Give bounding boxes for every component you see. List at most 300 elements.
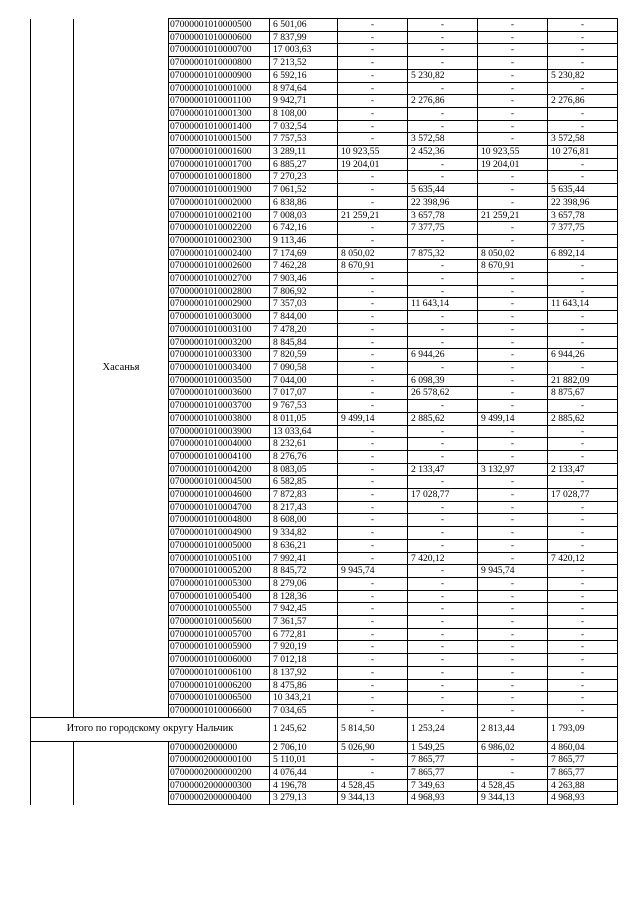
blank-cell (31, 234, 74, 247)
value-cell: 7 377,75 (548, 222, 618, 235)
value-cell: - (408, 57, 478, 70)
blank-cell (31, 209, 74, 222)
value-cell: - (478, 171, 548, 184)
value-cell: - (338, 514, 408, 527)
blank-cell (31, 692, 74, 705)
value-cell: - (548, 654, 618, 667)
value-cell: - (338, 679, 408, 692)
value-cell: 13 033,64 (270, 425, 338, 438)
value-cell: - (338, 425, 408, 438)
value-cell: 3 132,97 (478, 463, 548, 476)
value-cell: 4 263,88 (548, 779, 618, 792)
value-cell: - (338, 387, 408, 400)
value-cell: - (338, 298, 408, 311)
value-cell: - (408, 603, 478, 616)
value-cell: - (478, 692, 548, 705)
blank-cell (31, 527, 74, 540)
value-cell: 6 772,81 (270, 628, 338, 641)
cadastral-code-cell: 07000001010002200 (169, 222, 270, 235)
cadastral-code-cell: 07000001010004900 (169, 527, 270, 540)
value-cell: - (338, 374, 408, 387)
value-cell: - (338, 133, 408, 146)
value-cell: - (548, 361, 618, 374)
value-cell: 21 259,21 (478, 209, 548, 222)
cadastral-code-cell: 07000001010004700 (169, 501, 270, 514)
value-cell: 7 377,75 (408, 222, 478, 235)
value-cell: 2 133,47 (408, 463, 478, 476)
blank-cell (31, 323, 74, 336)
value-cell: 8 050,02 (478, 247, 548, 260)
value-cell: 26 578,62 (408, 387, 478, 400)
value-cell: - (548, 120, 618, 133)
value-cell: - (408, 82, 478, 95)
value-cell: - (478, 285, 548, 298)
value-cell: 7 992,41 (270, 552, 338, 565)
cadastral-code-cell: 07000002000000300 (169, 779, 270, 792)
value-cell: - (338, 704, 408, 717)
blank-cell (31, 476, 74, 489)
value-cell: 7 090,58 (270, 361, 338, 374)
value-cell: - (338, 361, 408, 374)
value-cell: - (478, 120, 548, 133)
blank-cell (31, 463, 74, 476)
value-cell: - (478, 577, 548, 590)
value-cell: - (548, 501, 618, 514)
value-cell: - (408, 260, 478, 273)
value-cell: 19 204,01 (478, 158, 548, 171)
value-cell: - (478, 133, 548, 146)
blank-cell (31, 44, 74, 57)
value-cell: 8 608,00 (270, 514, 338, 527)
blank-cell (31, 133, 74, 146)
value-cell: - (548, 234, 618, 247)
table-row (31, 19, 618, 32)
value-cell: - (548, 171, 618, 184)
value-cell: 9 942,71 (270, 95, 338, 108)
cadastral-code-cell: 07000001010005500 (169, 603, 270, 616)
value-cell: 2 133,47 (548, 463, 618, 476)
value-cell: 22 398,96 (548, 196, 618, 209)
value-cell: - (338, 438, 408, 451)
value-cell: 17 028,77 (548, 489, 618, 502)
value-cell: 8 475,86 (270, 679, 338, 692)
value-cell: 4 968,93 (408, 792, 478, 805)
value-cell: - (548, 260, 618, 273)
value-cell: - (408, 527, 478, 540)
value-cell: - (478, 616, 548, 629)
value-cell: 5 110,01 (270, 754, 338, 767)
table-section-second (31, 741, 618, 805)
value-cell: - (338, 171, 408, 184)
value-cell: - (548, 400, 618, 413)
value-cell: - (338, 107, 408, 120)
value-cell: - (478, 311, 548, 324)
value-cell: - (408, 641, 478, 654)
value-cell: - (408, 285, 478, 298)
value-cell: 7 034,65 (270, 704, 338, 717)
blank-cell (31, 628, 74, 641)
value-cell: - (478, 95, 548, 108)
value-cell: - (548, 450, 618, 463)
value-cell: - (408, 361, 478, 374)
value-cell: 8 845,72 (270, 565, 338, 578)
cadastral-code-cell: 07000001010000600 (169, 31, 270, 44)
value-cell: - (338, 82, 408, 95)
value-cell: - (338, 641, 408, 654)
value-cell: - (478, 425, 548, 438)
blank-cell (31, 741, 74, 754)
value-cell: 10 923,55 (338, 146, 408, 159)
value-cell: - (548, 603, 618, 616)
value-cell: 10 343,21 (270, 692, 338, 705)
value-cell: - (548, 57, 618, 70)
value-cell: 4 196,78 (270, 779, 338, 792)
total-cell: 1 793,09 (548, 717, 618, 741)
value-cell: 7 872,83 (270, 489, 338, 502)
value-cell: 2 276,86 (548, 95, 618, 108)
cadastral-code-cell: 07000002000000 (169, 741, 270, 754)
blank-cell (31, 400, 74, 413)
value-cell: 21 882,09 (548, 374, 618, 387)
value-cell: 11 643,14 (408, 298, 478, 311)
value-cell: - (408, 44, 478, 57)
cadastral-code-cell: 07000001010000800 (169, 57, 270, 70)
value-cell: 9 945,74 (478, 565, 548, 578)
value-cell: - (408, 400, 478, 413)
value-cell: 7 017,07 (270, 387, 338, 400)
value-cell: 7 875,32 (408, 247, 478, 260)
value-cell: 8 011,05 (270, 412, 338, 425)
cadastral-code-cell: 07000001010002300 (169, 234, 270, 247)
value-cell: - (338, 285, 408, 298)
value-cell: - (408, 577, 478, 590)
value-cell: - (478, 361, 548, 374)
cadastral-code-cell: 07000001010003900 (169, 425, 270, 438)
total-cell: 5 814,50 (338, 717, 408, 741)
value-cell: - (338, 311, 408, 324)
value-cell: 9 767,53 (270, 400, 338, 413)
value-cell: 8 232,61 (270, 438, 338, 451)
blank-cell (31, 57, 74, 70)
value-cell: 7 420,12 (408, 552, 478, 565)
value-cell: 7 865,77 (548, 767, 618, 780)
value-cell: - (408, 565, 478, 578)
value-cell: - (478, 44, 548, 57)
value-cell: - (338, 476, 408, 489)
value-cell: - (338, 234, 408, 247)
table-section-total (31, 717, 618, 741)
value-cell: 8 636,21 (270, 539, 338, 552)
value-cell: 9 499,14 (338, 412, 408, 425)
value-cell: 2 706,10 (270, 741, 338, 754)
value-cell: - (548, 323, 618, 336)
value-cell: 11 643,14 (548, 298, 618, 311)
value-cell: - (338, 489, 408, 502)
blank-cell (31, 539, 74, 552)
total-cell: 1 245,62 (270, 717, 338, 741)
cadastral-code-cell: 07000001010005700 (169, 628, 270, 641)
value-cell: - (338, 31, 408, 44)
blank-cell (31, 374, 74, 387)
cadastral-code-cell: 07000001010005200 (169, 565, 270, 578)
value-cell: 7 757,53 (270, 133, 338, 146)
value-cell: - (548, 565, 618, 578)
value-cell: - (408, 158, 478, 171)
value-cell: - (408, 539, 478, 552)
cadastral-code-cell: 07000001010004500 (169, 476, 270, 489)
blank-cell (31, 565, 74, 578)
value-cell: - (338, 616, 408, 629)
value-cell: 6 986,02 (478, 741, 548, 754)
cadastral-code-cell: 07000001010005400 (169, 590, 270, 603)
value-cell: - (338, 463, 408, 476)
value-cell: - (338, 69, 408, 82)
value-cell: 6 944,26 (548, 349, 618, 362)
cadastral-code-cell: 07000001010003700 (169, 400, 270, 413)
value-cell: - (548, 616, 618, 629)
value-cell: - (338, 57, 408, 70)
value-cell: - (478, 400, 548, 413)
value-cell: 7 213,52 (270, 57, 338, 70)
cadastral-code-cell: 07000001010002100 (169, 209, 270, 222)
value-cell: - (548, 82, 618, 95)
value-cell: 7 270,23 (270, 171, 338, 184)
value-cell: 8 875,67 (548, 387, 618, 400)
cadastral-code-cell: 07000001010001100 (169, 95, 270, 108)
value-cell: 7 349,63 (408, 779, 478, 792)
value-cell: 22 398,96 (408, 196, 478, 209)
value-cell: 8 137,92 (270, 666, 338, 679)
value-cell: 10 276,81 (548, 146, 618, 159)
blank-cell (31, 666, 74, 679)
blank-cell (31, 82, 74, 95)
value-cell: 1 549,25 (408, 741, 478, 754)
place-name-cell: Хасанья (74, 19, 169, 718)
blank-cell (31, 387, 74, 400)
value-cell: - (338, 654, 408, 667)
cadastral-code-cell: 07000001010006200 (169, 679, 270, 692)
value-cell: - (408, 692, 478, 705)
value-cell: - (338, 44, 408, 57)
value-cell: 17 003,63 (270, 44, 338, 57)
value-cell: - (338, 754, 408, 767)
value-cell: 7 903,46 (270, 273, 338, 286)
value-cell: 7 844,00 (270, 311, 338, 324)
value-cell: - (408, 107, 478, 120)
cadastral-code-cell: 07000002000000400 (169, 792, 270, 805)
value-cell: - (478, 323, 548, 336)
cadastral-code-cell: 07000001010005000 (169, 539, 270, 552)
value-cell: - (478, 539, 548, 552)
cadastral-code-cell: 07000001010000500 (169, 19, 270, 32)
value-cell: 5 635,44 (408, 184, 478, 197)
blank-cell (31, 450, 74, 463)
cadastral-code-cell: 07000002000000100 (169, 754, 270, 767)
blank-cell (31, 184, 74, 197)
blank-cell (31, 616, 74, 629)
cadastral-code-cell: 07000001010005600 (169, 616, 270, 629)
value-cell: - (548, 628, 618, 641)
blank-cell (31, 171, 74, 184)
total-row (31, 717, 618, 741)
value-cell: 2 885,62 (548, 412, 618, 425)
cadastral-code-cell: 07000001010003200 (169, 336, 270, 349)
value-cell: - (478, 234, 548, 247)
value-cell: - (338, 767, 408, 780)
value-cell: 6 592,16 (270, 69, 338, 82)
value-cell: 8 276,76 (270, 450, 338, 463)
value-cell: - (478, 628, 548, 641)
blank-cell (31, 95, 74, 108)
value-cell: - (338, 692, 408, 705)
value-cell: - (548, 273, 618, 286)
value-cell: 6 098,39 (408, 374, 478, 387)
value-cell: 6 838,86 (270, 196, 338, 209)
blank-cell (31, 31, 74, 44)
value-cell: 9 113,46 (270, 234, 338, 247)
value-cell: - (338, 400, 408, 413)
value-cell: - (478, 514, 548, 527)
blank-cell (31, 158, 74, 171)
blank-cell (31, 361, 74, 374)
cadastral-code-cell: 07000001010000700 (169, 44, 270, 57)
blank-cell (31, 298, 74, 311)
value-cell: - (408, 234, 478, 247)
value-cell: - (478, 222, 548, 235)
value-cell: 2 452,36 (408, 146, 478, 159)
cadastral-code-cell: 07000001010001400 (169, 120, 270, 133)
value-cell: - (478, 679, 548, 692)
value-cell: - (548, 311, 618, 324)
value-cell: - (478, 603, 548, 616)
value-cell: 3 279,13 (270, 792, 338, 805)
cadastral-code-cell: 07000001010002600 (169, 260, 270, 273)
cadastral-code-cell: 07000001010003300 (169, 349, 270, 362)
blank-cell (31, 641, 74, 654)
value-cell: 6 742,16 (270, 222, 338, 235)
blank-cell (31, 603, 74, 616)
value-cell: - (408, 120, 478, 133)
value-cell: - (548, 539, 618, 552)
blank-cell (31, 425, 74, 438)
value-cell: 8 670,91 (338, 260, 408, 273)
value-cell: - (338, 19, 408, 32)
value-cell: 7 837,99 (270, 31, 338, 44)
value-cell: 7 920,19 (270, 641, 338, 654)
blank-cell (31, 69, 74, 82)
value-cell: - (408, 590, 478, 603)
value-cell: - (478, 489, 548, 502)
blank-cell (31, 754, 74, 767)
blank-cell (31, 247, 74, 260)
cadastral-code-cell: 07000001010000900 (169, 69, 270, 82)
value-cell: - (548, 19, 618, 32)
value-cell: - (478, 654, 548, 667)
value-cell: 7 044,00 (270, 374, 338, 387)
value-cell: 8 974,64 (270, 82, 338, 95)
value-cell: 7 361,57 (270, 616, 338, 629)
value-cell: - (548, 666, 618, 679)
cadastral-code-cell: 07000001010003500 (169, 374, 270, 387)
blank-cell (31, 514, 74, 527)
value-cell: - (478, 552, 548, 565)
blank-cell (31, 438, 74, 451)
value-cell: - (548, 679, 618, 692)
value-cell: 7 806,92 (270, 285, 338, 298)
value-cell: 6 892,14 (548, 247, 618, 260)
value-cell: 9 334,82 (270, 527, 338, 540)
value-cell: 7 357,03 (270, 298, 338, 311)
value-cell: 7 820,59 (270, 349, 338, 362)
value-cell: - (478, 374, 548, 387)
value-cell: - (478, 450, 548, 463)
value-cell: 3 657,78 (408, 209, 478, 222)
value-cell: 10 923,55 (478, 146, 548, 159)
cadastral-code-cell: 07000001010006000 (169, 654, 270, 667)
blank-cell (31, 767, 74, 780)
value-cell: - (408, 273, 478, 286)
value-cell: - (478, 387, 548, 400)
value-cell: - (548, 476, 618, 489)
blank-cell (31, 19, 74, 32)
blank-cell (31, 222, 74, 235)
value-cell: - (408, 628, 478, 641)
cadastral-code-cell: 07000001010004800 (169, 514, 270, 527)
blank-cell (31, 679, 74, 692)
cadastral-code-cell: 07000001010004600 (169, 489, 270, 502)
value-cell: - (478, 19, 548, 32)
value-cell: - (478, 196, 548, 209)
value-cell: 8 670,91 (478, 260, 548, 273)
value-cell: - (408, 438, 478, 451)
value-cell: 2 276,86 (408, 95, 478, 108)
value-cell: 3 572,58 (548, 133, 618, 146)
cadastral-code-cell: 07000001010003100 (169, 323, 270, 336)
total-cell: 2 813,44 (478, 717, 548, 741)
value-cell: - (408, 514, 478, 527)
value-cell: 6 944,26 (408, 349, 478, 362)
value-cell: 5 230,82 (548, 69, 618, 82)
blank-cell (31, 590, 74, 603)
cadastral-code-cell: 07000001010001000 (169, 82, 270, 95)
cadastral-code-cell: 07000002000000200 (169, 767, 270, 780)
value-cell: - (478, 336, 548, 349)
cadastral-code-cell: 07000001010002900 (169, 298, 270, 311)
value-cell: - (548, 31, 618, 44)
value-cell: - (338, 450, 408, 463)
value-cell: 4 968,93 (548, 792, 618, 805)
data-table (30, 18, 618, 805)
value-cell: - (408, 616, 478, 629)
value-cell: - (338, 196, 408, 209)
cadastral-code-cell: 07000001010002400 (169, 247, 270, 260)
cadastral-code-cell: 07000001010003400 (169, 361, 270, 374)
cadastral-code-cell: 07000001010004200 (169, 463, 270, 476)
value-cell: 7 174,69 (270, 247, 338, 260)
cadastral-code-cell: 07000001010001600 (169, 146, 270, 159)
value-cell: 7 478,20 (270, 323, 338, 336)
value-cell: - (478, 527, 548, 540)
blank-cell (31, 273, 74, 286)
value-cell: - (478, 57, 548, 70)
value-cell: 17 028,77 (408, 489, 478, 502)
cadastral-code-cell: 07000001010004000 (169, 438, 270, 451)
value-cell: - (478, 349, 548, 362)
blank-cell (31, 577, 74, 590)
value-cell: 4 860,04 (548, 741, 618, 754)
cadastral-code-cell: 07000001010001900 (169, 184, 270, 197)
blank-cell (31, 120, 74, 133)
